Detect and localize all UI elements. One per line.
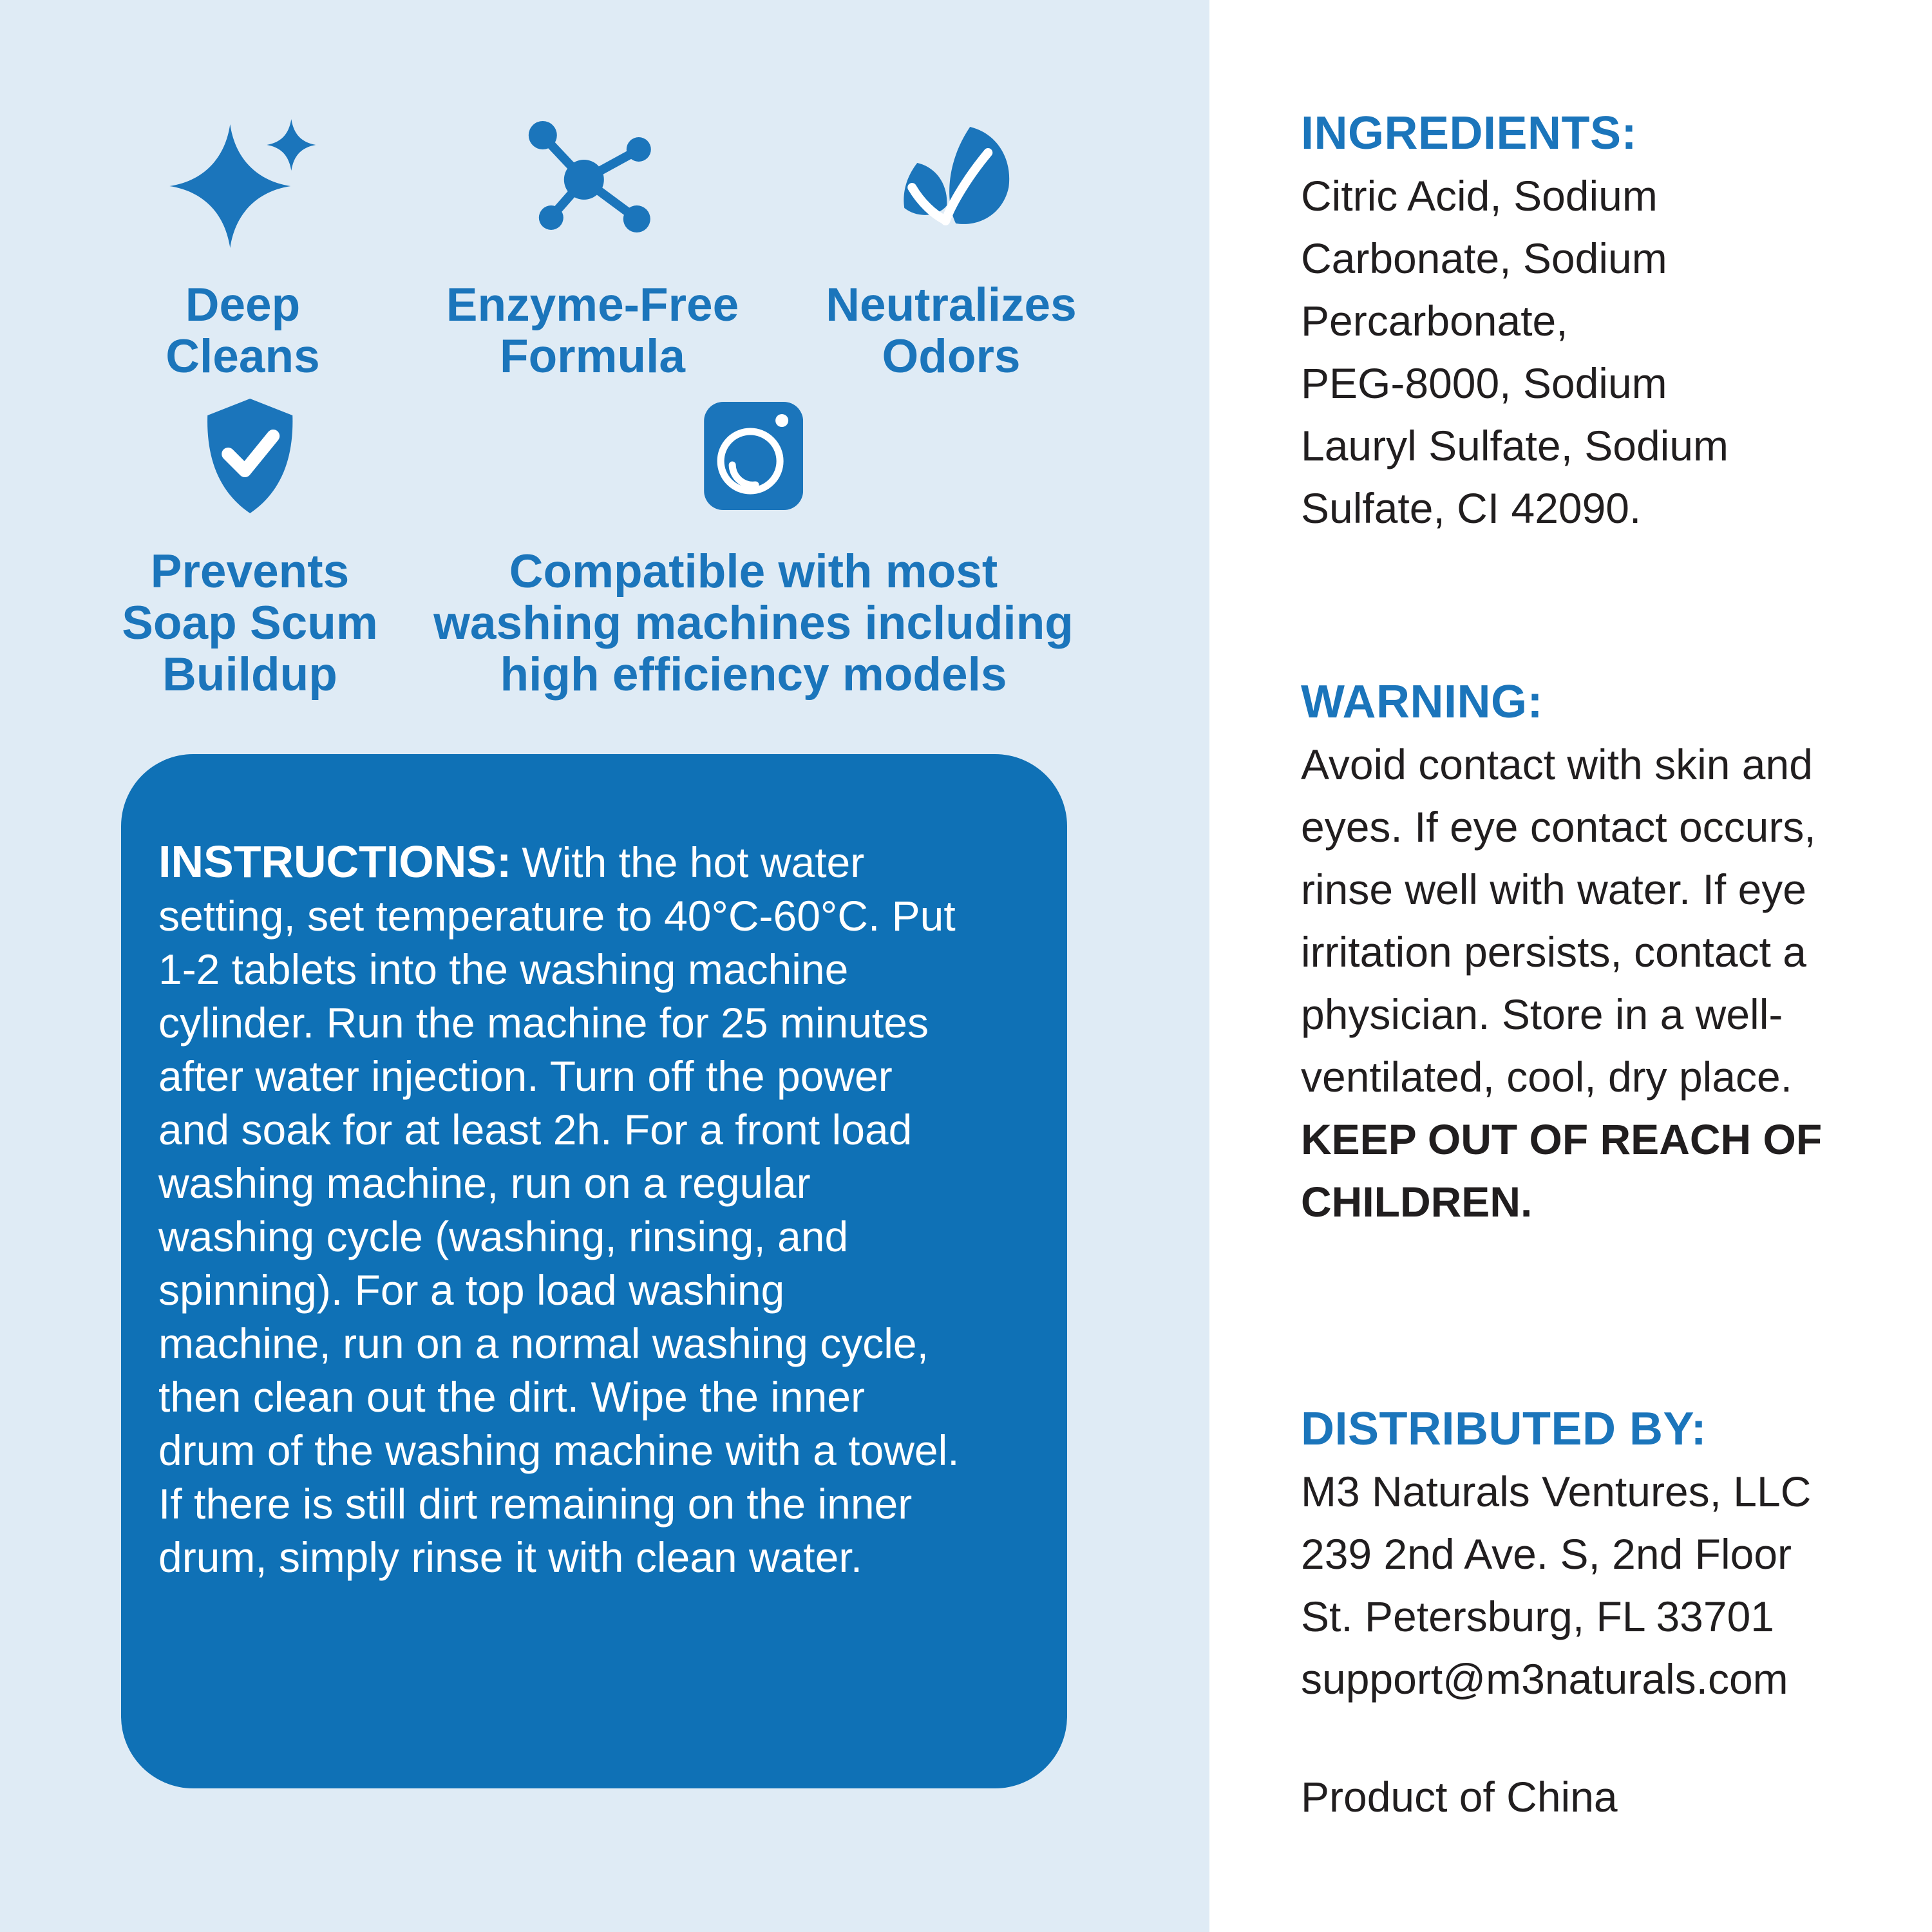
distributed-by-address: M3 Naturals Ventures, LLC 239 2nd Ave. S, 2nd Floor St. Petersburg, FL 33701 support@m3naturals.com bbox=[1301, 1468, 1812, 1703]
instructions-text bbox=[158, 835, 963, 1584]
feature-label: Neutralizes Odors bbox=[826, 279, 1077, 383]
sparkles-icon bbox=[169, 111, 317, 251]
warning-body-bold: KEEP OUT OF REACH OF CHILDREN. bbox=[1301, 1115, 1823, 1226]
washing-machine-icon bbox=[704, 394, 803, 518]
shield-check-icon bbox=[196, 394, 304, 518]
warning-body-regular: Avoid contact with skin and eyes. If eye contact occurs, rinse well with water. If eye irritation persists, contact a physician. Store in a well-ventilated, cool, dry place. bbox=[1301, 741, 1816, 1101]
feature-deep-cleans bbox=[166, 111, 319, 383]
feature-label: Prevents Soap Scum Buildup bbox=[122, 545, 378, 701]
feature-enzyme-free bbox=[446, 111, 739, 383]
molecule-icon bbox=[524, 111, 661, 251]
instructions-body: With the hot water setting, set temperature to 40°C-60°C. Put 1-2 tablets into the washing machine cylinder. Run the machine for 25 minutes after water injection. Turn off the power and soak for at least 2h. For a front load washing machine, run on a regular washing cycle (washing, rinsing, and spinning). For a top load washing machine, run on a normal washing cycle, then clean out the dirt. Wipe the inner drum of the washing machine with a towel. If there is still dirt remaining on the inner drum, simply rinse it with clean water. bbox=[158, 838, 960, 1581]
feature-neutralizes-odors bbox=[826, 111, 1077, 383]
distributed-by-section bbox=[1301, 1405, 1880, 1710]
warning-text bbox=[1301, 734, 1837, 1233]
feature-compatible bbox=[433, 394, 1074, 701]
ingredients-heading: INGREDIENTS: bbox=[1301, 108, 1638, 159]
feature-prevents-soap-scum bbox=[122, 394, 378, 701]
ingredients-section bbox=[1301, 109, 1880, 540]
warning-section bbox=[1301, 678, 1880, 1233]
feature-label: Deep Cleans bbox=[166, 279, 320, 383]
warning-heading: WARNING: bbox=[1301, 676, 1543, 728]
leaf-check-icon bbox=[885, 111, 1018, 251]
ingredients-list: Citric Acid, Sodium Carbonate, Sodium Percarbonate, PEG-8000, Sodium Lauryl Sulfate, Sodium Sulfate, CI 42090. bbox=[1301, 172, 1729, 532]
origin-text: Product of China bbox=[1301, 1773, 1618, 1821]
distributed-by-heading: DISTRIBUTED BY: bbox=[1301, 1403, 1707, 1455]
feature-label: Enzyme-Free Formula bbox=[446, 279, 739, 383]
feature-label: Compatible with most washing machines including high efficiency models bbox=[433, 545, 1074, 701]
instructions-heading: INSTRUCTIONS: bbox=[158, 837, 512, 887]
instructions-box bbox=[121, 754, 1067, 1788]
